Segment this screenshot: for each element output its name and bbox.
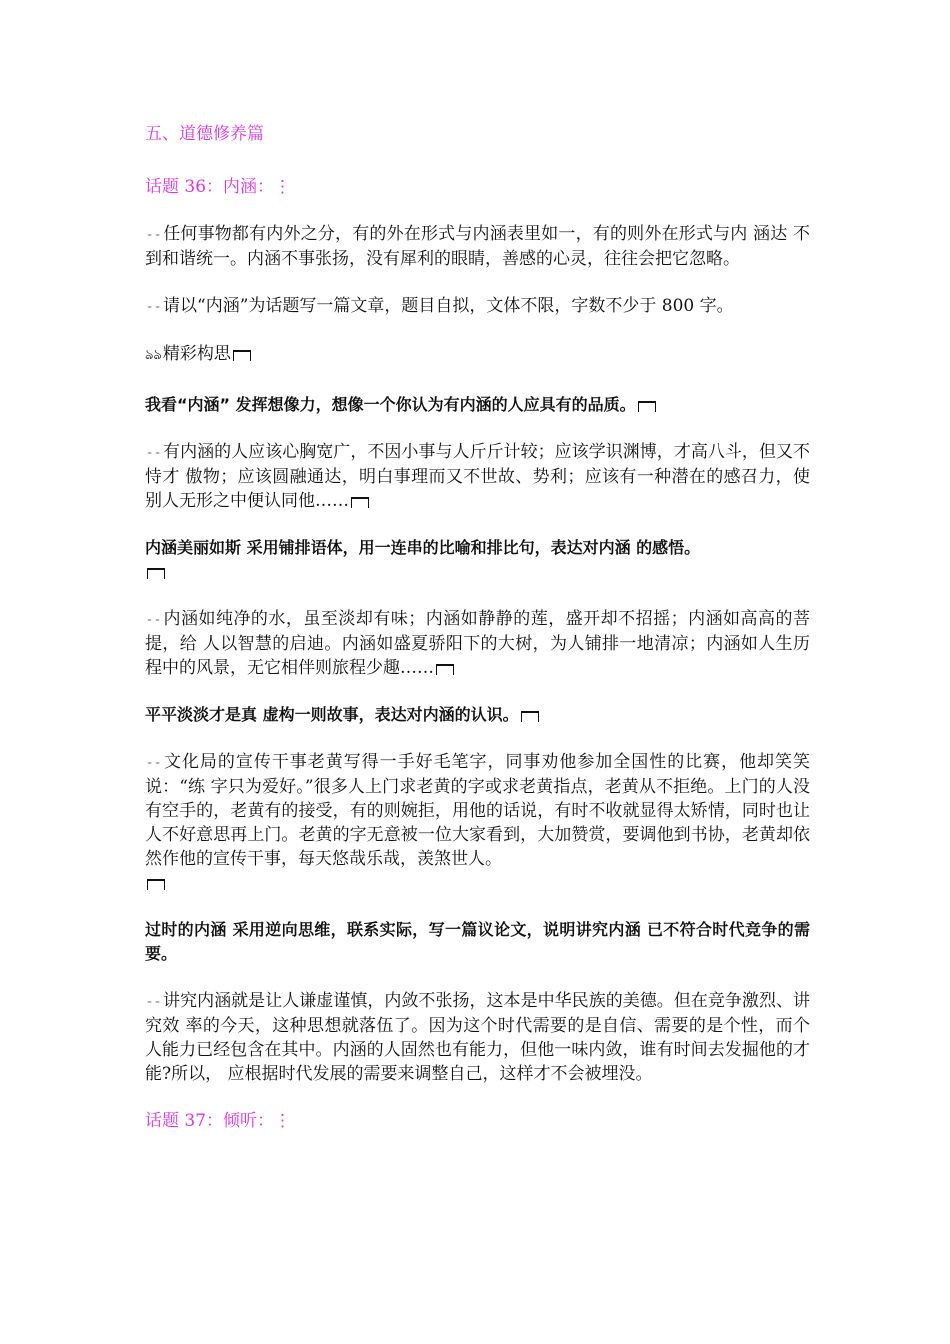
prompt-paragraph-2: ﹦﹦ 请以“内涵”为话题写一篇文章，题目自拟，文体不限，字数不少于 800 字。 [145,294,810,319]
ideas-heading: ঌঌ精彩构思 [145,342,810,367]
ornament-icon: ঌঌ [145,347,162,363]
idea-3-heading: 平平淡淡才是真 虚构一则故事，表达对内涵的认识。 [145,703,810,727]
paragraph-mark-icon [638,401,656,412]
dash-marker: ﹦﹦ [145,230,162,240]
paragraph-mark-icon [233,350,251,361]
topic-37-title: 话题 37：倾听：⋮ [145,1111,292,1131]
paragraph-mark-icon [521,711,539,722]
paragraph-mark-icon [147,568,165,579]
idea-1-text: ﹦﹦ 有内涵的人应该心胸宽广，不因小事与人斤斤计较；应该学识渊博，才高八斗，但又不恃才 傲物；应该圆融通达，明白事理而又不世故、势利；应该有一种潜在的感召力，使别人无形之中便认同他…… [145,442,810,511]
idea-1-heading: 我看“内涵” 发挥想像力，想像一个你认为有内涵的人应具有的品质。 [145,393,810,417]
dash-marker: ﹦﹦ [145,448,162,458]
dash-marker: ﹦﹦ [145,302,162,312]
idea-4-heading: 过时的内涵 采用逆向思维，联系实际，写一篇议论文，说明讲究内涵 已不符合时代竞争的需要。 [145,920,810,963]
idea-2-text: ﹦﹦ 内涵如纯净的水，虽至淡却有味；内涵如静静的莲，盛开却不招摇；内涵如高高的菩提，给 人以智慧的启迪。内涵如盛夏骄阳下的大树，为人铺排一地清凉；内涵如人生历程中的风景，无它相伴则旅程少趣…… [145,609,810,678]
dash-marker: ﹦﹦ [145,997,162,1007]
topic-36-title: 话题 36：内涵：⋮ [145,177,292,197]
dash-marker: ﹦﹦ [145,758,162,768]
paragraph-mark-icon [436,664,454,675]
document-page [145,122,810,1133]
dash-marker: ﹦﹦ [145,615,162,625]
prompt-paragraph-1: ﹦﹦ 任何事物都有内外之分，有的外在形式与内涵表里如一，有的则外在形式与内 涵达 不到和谐统一。内涵不事张扬，没有犀利的眼睛，善感的心灵，往往会把它忽略。 [145,224,810,269]
idea-3-text: ﹦﹦ 文化局的宣传干事老黄写得一手好毛笔字，同事劝他参加全国性的比赛，他却笑笑说：“练 字只为爱好。”很多人上门求老黄的字或求老黄指点，老黄从不拒绝。上门的人没有空手的，老黄有的接受，有的则婉拒，用他的话说，有时不收就显得太矫情，同时也让人不好意思再上门。老黄的字无意被一位大家看到，大加赞赏，要调他到书协，老黄却依然作他的宣传干事，每天悠哉乐哉，羡煞世人。 [145,750,810,895]
paragraph-mark-icon [351,497,369,508]
section-title: 五、道德修养篇 [145,124,264,144]
idea-2-heading: 内涵美丽如斯 采用铺排语体，用一连串的比喻和排比句，表达对内涵 的感悟。 [145,536,810,584]
idea-4-text: ﹦﹦ 讲究内涵就是让人谦虚谨慎，内敛不张扬，这本是中华民族的美德。但在竞争激烈、讲究效 率的今天，这种思想就落伍了。因为这个时代需要的是自信、需要的是个性，而个人能力已经包含在其中。内涵的人固然也有能力，但他一味内敛，谁有时间去发掘他的才能?所以， 应根据时代发展的需要来调整自己，这样才不会被埋没。 [145,991,810,1084]
paragraph-mark-icon [147,879,165,890]
